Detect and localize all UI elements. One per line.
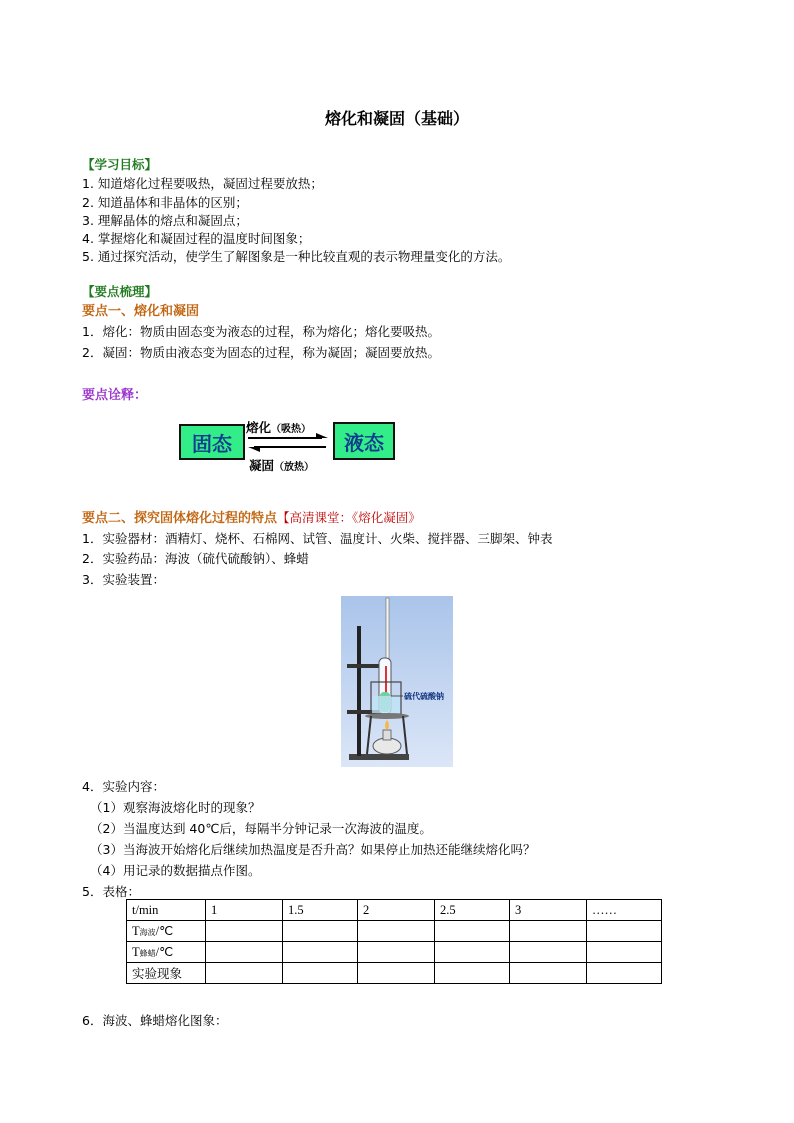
row-label: T海波/℃ (127, 921, 206, 942)
solid-box: 固态 (179, 424, 245, 460)
table-cell: …… (587, 900, 662, 921)
table-header-row (127, 900, 662, 921)
table-row (127, 942, 662, 963)
table-row (127, 963, 662, 984)
point2-item: 2．实验药品：海波（硫代硫酸钠）、蜂蜡 (82, 551, 309, 566)
table-cell: 3 (510, 900, 587, 921)
table-cell: 2.5 (435, 900, 510, 921)
point1-item: 2．凝固：物质由液态变为固态的过程，称为凝固；凝固要放热。 (82, 345, 440, 360)
data-table (126, 899, 662, 984)
goal-item: 2. 知道晶体和非晶体的区别； (82, 195, 248, 210)
point1-heading: 要点一、熔化和凝固 (82, 304, 200, 319)
point2-item: 1．实验器材：酒精灯、烧杯、石棉网、试管、温度计、火柴、搅拌器、三脚架、钟表 (82, 531, 553, 546)
goal-item: 5. 通过探究活动，使学生了解图象是一种比较直观的表示物理量变化的方法。 (82, 249, 511, 264)
content-item: （2）当温度达到 40℃后，每隔半分钟记录一次海波的温度。 (90, 821, 432, 836)
point2-heading-row (82, 507, 421, 526)
goals-heading: 【学习目标】 (82, 157, 158, 172)
goal-item: 3. 理解晶体的熔点和凝固点； (82, 213, 248, 228)
table-cell: 2 (358, 900, 435, 921)
content-heading: 4．实验内容： (82, 779, 165, 794)
point2-item: 3．实验装置： (82, 572, 165, 587)
row-label: 实验现象 (127, 963, 206, 984)
freeze-label: 凝固（放热） (249, 458, 315, 473)
melt-label: 熔化（吸热） (246, 420, 312, 435)
content-item: （1）观察海波熔化时的现象？ (90, 800, 261, 815)
graph-heading: 6．海波、蜂蜡熔化图象： (82, 1013, 228, 1028)
table-row (127, 921, 662, 942)
review-heading: 【要点梳理】 (82, 284, 158, 299)
goal-item: 1. 知道熔化过程要吸热，凝固过程要放热； (82, 176, 323, 191)
table-cell: t/min (127, 900, 206, 921)
page-title: 熔化和凝固（基础） (324, 109, 469, 128)
liquid-box: 液态 (333, 422, 395, 460)
explain-heading: 要点诠释： (82, 388, 148, 403)
phase-arrows (246, 432, 330, 454)
table-cell: 1 (206, 900, 283, 921)
apparatus-image (341, 596, 453, 767)
point2-link[interactable]: 【高清课堂：《熔化凝固》 (277, 510, 421, 525)
row-label: T蜂蜡/℃ (127, 942, 206, 963)
content-item: （4）用记录的数据描点作图。 (90, 863, 261, 878)
apparatus-label: 硫代硫酸钠 (404, 692, 444, 701)
point2-heading: 要点二、探究固体熔化过程的特点 (82, 511, 278, 526)
arrow-left-icon (248, 447, 260, 452)
point1-item: 1．熔化：物质由固态变为液态的过程，称为熔化；熔化要吸热。 (82, 324, 440, 339)
table-heading: 5．表格： (82, 884, 140, 899)
arrow-right-icon (316, 433, 328, 438)
table-cell: 1.5 (283, 900, 358, 921)
goal-item: 4. 掌握熔化和凝固过程的温度时间图象； (82, 231, 311, 246)
content-item: （3）当海波开始熔化后继续加热温度是否升高？如果停止加热还能继续熔化吗？ (90, 842, 536, 857)
